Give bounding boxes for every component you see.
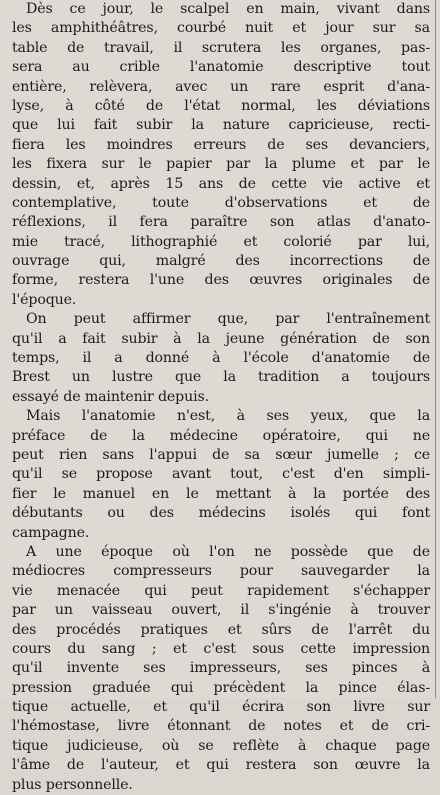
text-line xyxy=(12,407,430,426)
text-line xyxy=(12,388,430,407)
text-line xyxy=(12,776,430,795)
text-line-content: par un vaisseau ouvert, il s'ingénie à trouver xyxy=(12,602,430,619)
text-line xyxy=(12,19,430,38)
text-line-content: lyse, à côté de l'état normal, les déviations xyxy=(12,97,430,114)
text-line xyxy=(12,465,430,484)
text-line xyxy=(12,155,430,174)
text-line-content: vie menacée qui peut rapidement s'échapper xyxy=(12,582,430,599)
text-line xyxy=(12,368,430,387)
text-line-content: sera au crible l'anatomie descriptive tout xyxy=(12,59,430,76)
text-line-content: qu'il a fait subir à la jeune génération de son xyxy=(12,330,430,347)
text-line xyxy=(12,446,430,465)
text-line-content: les fixera sur le papier par la plume et par le xyxy=(12,156,430,173)
text-line xyxy=(12,136,430,155)
text-line-content: A une époque où l'on ne possède que de xyxy=(26,543,430,560)
text-line xyxy=(12,194,430,213)
text-line-content: campagne. xyxy=(12,524,90,541)
text-line xyxy=(12,659,430,678)
text-line-content: tique actuelle, et qu'il écrira son livre sur xyxy=(12,699,430,716)
text-line-content: qu'il invente ses impresseurs, ses pinces à xyxy=(12,660,430,677)
column-rule xyxy=(435,0,436,698)
text-line-content: plus personnelle. xyxy=(12,776,133,793)
text-line xyxy=(12,698,430,717)
text-line-content: Brest un lustre que la tradition a toujours xyxy=(12,369,430,386)
text-line-content: mie tracé, lithographié et colorié par lui, xyxy=(12,233,430,250)
text-line-content: entière, relèvera, avec un rare esprit d'ana- xyxy=(12,78,430,95)
text-line xyxy=(12,58,430,77)
text-line xyxy=(12,349,430,368)
text-line xyxy=(12,116,430,135)
text-line xyxy=(12,504,430,523)
text-line-content: qu'il se propose avant tout, c'est d'en simpli- xyxy=(12,466,430,483)
text-line-content: Dès ce jour, le scalpel en main, vivant dans xyxy=(26,1,430,17)
text-line-content: table de travail, il scrutera les organes, pas- xyxy=(12,39,430,56)
text-line xyxy=(12,737,430,756)
text-line-content: débutants ou des médecins isolés qui font xyxy=(12,505,430,522)
text-line xyxy=(12,679,430,698)
text-line-content: des procédés pratiques et sûrs de l'arrêt du xyxy=(12,621,430,638)
text-line-content: peut rien sans l'appui de sa sœur jumelle ; ce xyxy=(12,446,430,463)
text-line xyxy=(12,175,430,194)
text-line-content: temps, il a donné à l'école d'anatomie de xyxy=(12,350,430,367)
text-line-content: essayé de maintenir depuis. xyxy=(12,388,209,405)
text-line-content: contemplative, toute d'observations et de xyxy=(12,194,430,211)
text-line xyxy=(12,621,430,640)
text-line xyxy=(12,213,430,232)
text-line xyxy=(12,717,430,736)
text-line xyxy=(12,252,430,271)
text-line-content: l'époque. xyxy=(12,291,77,308)
text-line xyxy=(12,485,430,504)
text-line xyxy=(12,97,430,116)
text-line xyxy=(12,291,430,310)
text-line-content: les amphithéâtres, courbé nuit et jour sur sa xyxy=(12,20,430,37)
text-line-content: l'hémostase, livre étonnant de notes et de cri- xyxy=(12,718,430,735)
text-line xyxy=(12,601,430,620)
text-line-content: préface de la médecine opératoire, qui ne xyxy=(12,427,430,444)
text-line xyxy=(12,543,430,562)
text-line xyxy=(12,233,430,252)
text-line xyxy=(12,640,430,659)
text-line-content: tique judicieuse, où se reflète à chaque page xyxy=(12,737,430,754)
text-line-content: l'âme de l'auteur, et qui restera son œuvre la xyxy=(12,757,430,774)
text-line xyxy=(12,427,430,446)
text-line xyxy=(12,271,430,290)
text-line-content: cours du sang ; et c'est sous cette impression xyxy=(12,640,430,657)
text-line-content: On peut affirmer que, par l'entraînement xyxy=(26,311,430,328)
text-line xyxy=(12,310,430,329)
text-line-content: Mais l'anatomie n'est, à ses yeux, que la xyxy=(26,408,430,425)
text-line-content: que lui fait subir la nature capricieuse, recti- xyxy=(12,117,430,134)
text-line xyxy=(12,78,430,97)
text-line-content: fier le manuel en le mettant à la portée des xyxy=(12,485,430,502)
text-line xyxy=(12,756,430,775)
text-line-content: pression graduée qui précèdent la pince élas- xyxy=(12,679,430,696)
text-line xyxy=(12,524,430,543)
text-line-content: réflexions, il fera paraître son atlas d'anato- xyxy=(12,214,430,231)
text-line-content: ouvrage qui, malgré des incorrections de xyxy=(12,253,430,270)
text-line xyxy=(12,0,430,19)
text-line xyxy=(12,582,430,601)
text-line-content: dessin, et, après 15 ans de cette vie active et xyxy=(12,175,430,192)
text-line-content: forme, restera l'une des œuvres originales de xyxy=(12,272,430,289)
text-line xyxy=(12,39,430,58)
text-line xyxy=(12,562,430,581)
text-line-content: médiocres compresseurs pour sauvegarder la xyxy=(12,563,430,580)
text-line-content: fiera les moindres erreurs de ses devanciers, xyxy=(12,136,430,153)
text-line xyxy=(12,330,430,349)
article-text xyxy=(12,0,430,795)
